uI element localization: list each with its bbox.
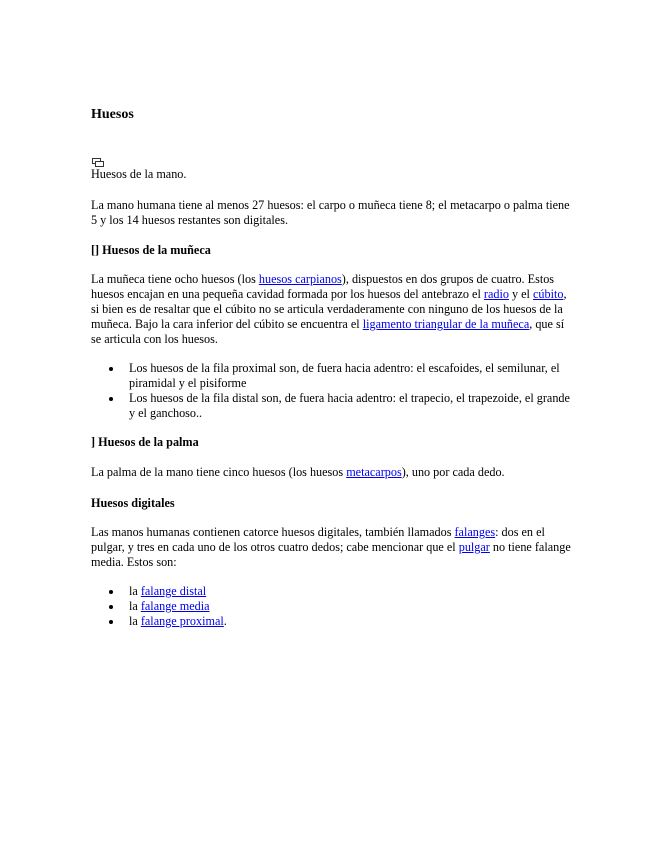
link-radio[interactable]: radio [483, 287, 509, 301]
link-metacarpos[interactable]: metacarpos [346, 465, 402, 479]
list-item: la falange proximal. [91, 614, 571, 629]
wrist-paragraph: La muñeca tiene ocho huesos (los huesos carpianos), dispuestos en dos grupos de cuatro. Estos huesos encajan en una pequeña cavidad formada por los huesos del antebrazo el radio y el cúbito, si bien es de resaltar que el cúbito no se articula verdaderamente con ninguno de los huesos de la muñeca. Bajo la cara inferior del cúbito se encuentra el ligamento triangular de la muñeca, que sí se articula con los huesos. [91, 272, 567, 346]
section-heading-digital: Huesos digitales [91, 496, 175, 510]
section-heading-wrist: [] Huesos de la muñeca [91, 243, 211, 257]
link-ligamento-triangular[interactable]: ligamento triangular de la muñeca [362, 317, 530, 331]
link-falange-distal[interactable]: falange distal [140, 584, 207, 598]
digital-paragraph: Las manos humanas contienen catorce huesos digitales, también llamados falanges: dos en el pulgar, y tres en cada uno de los otros cuatro dedos; cabe mencionar que el pulgar no tiene falange media. Estos son: [91, 525, 571, 569]
list-item: Los huesos de la fila distal son, de fuera hacia adentro: el trapecio, el trapezoide, el grande y el ganchoso.. [91, 391, 571, 421]
section-heading-palm: ] Huesos de la palma [91, 435, 199, 449]
list-item: la falange distal [91, 584, 571, 599]
digital-bullet-list [91, 584, 571, 629]
palm-paragraph: La palma de la mano tiene cinco huesos (los huesos metacarpos), uno por cada dedo. [91, 465, 505, 479]
intro-paragraph: La mano humana tiene al menos 27 huesos: el carpo o muñeca tiene 8; el metacarpo o palma tiene 5 y los 14 huesos restantes son digitales. [91, 198, 570, 227]
link-falange-media[interactable]: falange media [140, 599, 210, 613]
link-cubito[interactable]: cúbito [532, 287, 564, 301]
link-falange-proximal[interactable]: falange proximal [140, 614, 224, 628]
list-item: la falange media [91, 599, 571, 614]
link-pulgar[interactable]: pulgar [458, 540, 490, 554]
page-title: Huesos [91, 107, 134, 122]
image-caption: Huesos de la mano. [91, 167, 187, 181]
wrist-bullet-list [91, 361, 571, 421]
list-item: Los huesos de la fila proximal son, de fuera hacia adentro: el escafoides, el semilunar, el piramidal y el pisiforme [91, 361, 571, 391]
link-huesos-carpianos[interactable]: huesos carpianos [258, 272, 342, 286]
link-falanges[interactable]: falanges [454, 525, 496, 539]
